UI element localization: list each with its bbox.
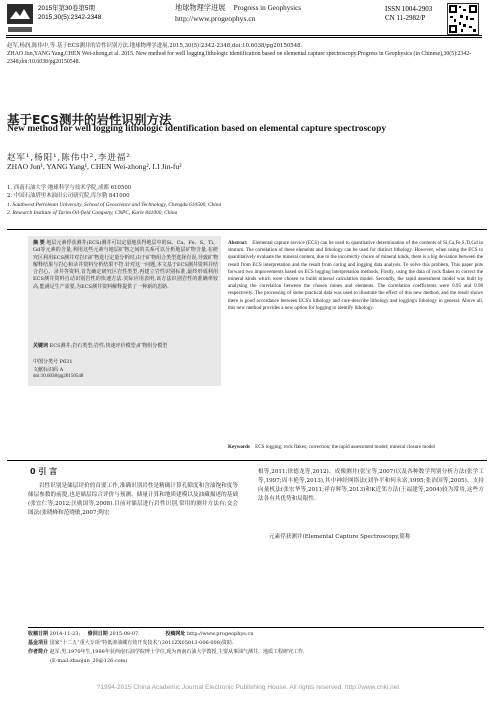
header-rule-thin — [6, 37, 482, 38]
section-rule — [7, 229, 487, 230]
author-text: 赵军,男,1970年生,1998年获西南石油学院博士学位,现为西南石油大学教授,主要从事油气测井、地质工程研究工作. — [49, 649, 305, 655]
title-en: New method for well logging lithologic identification based on elemental capture spectroscopy — [7, 124, 387, 134]
journal-title-en: Progress in Geophysics — [233, 4, 302, 12]
affiliation-2-cn: 2. 中国石油塔里木油田公司研究院,库尔勒 841000 — [7, 193, 130, 199]
header-rule — [6, 35, 482, 36]
footnote-author — [28, 649, 305, 656]
journal-url[interactable]: http://www.progeophys.cn — [175, 14, 256, 23]
affiliation-2-en: 2. Research Institute of Tarim Oil-field Company, CNPC, Kurle 841000, China — [7, 210, 178, 216]
citation-en: ZHAO Jun,YANG Yang,CHEN Wei-zhong,et al. 2015. New method for well logging lithologic identification based on elemental capture spectroscopy.Progress in Geophysics (in Chinese),30(5):2342-2348,doi:10.6038/pg20150548. — [7, 51, 472, 65]
fund-label: 基金项目 — [28, 640, 49, 646]
keywords-cn-label: 关键词 — [33, 343, 49, 349]
body-text-left: 岩性识别是储层评价的首要工作,准确识别岩性是精确计算孔隙度和含油饱和度等储层参数的前提,也是储层综合评价与预测、储量计算和地质建模以及油藏描述的基础(张宜仁等,2012;匡勋国等,2008).目前对储层进行岩性识别,常用的测井方法有:交会图法(张晓峰和范晓敏,2007;陶宏 — [28, 483, 238, 517]
received-date: 2014-11-23; — [49, 631, 81, 637]
revised-label: 修回日期 — [87, 631, 108, 637]
authors-en: ZHAO Jun¹, YANG Yang¹, CHEN Wei-zhong², LI Jin-fu² — [7, 162, 182, 171]
keywords-cn — [33, 343, 218, 350]
doi[interactable]: doi:10.6038/pg20150548 — [33, 374, 84, 379]
revised-date: 2015-08-07. — [109, 631, 140, 637]
abstract-en-text: Elemental capture service (ECS) can be used to quantitative determination of the contents of Si,Ca,Fe,S,Ti,Gd in stratum. The correlation of these elements and lithology can be used for distinct lithology. However, when using the ECS to quantitatively evaluate the mineral content, due to the incorrectly choice of mineral kinds, there is a big deviation between the result from ECS interpretation and the result from coring and logging data analysis. To solve this problem, This paper puts forward two improvements based on ECS logging interpretation methods. Firstly, using the data of rock flakes to correct the mineral kinds which were chosen to build mineral calculation model. Secondly, the rapid assessment model was built by analysing the correlation between the chosen mines and elements. The correlation coefficients were 0.95 and 0.98 respectively. The processing of some practical data was used to illustrate the effect of this new method, and the result shows there is good accordance between ECS's lithology and core-describe lithology and logging's lithology in general. Above all, this new method provides a new option for logging to identify lithology. — [228, 240, 483, 311]
fund-text: 国家“十二五”重大专项“特低渗油藏有效开发技术”(2011ZX05013-006-008)资助. — [49, 640, 234, 646]
journal-title-cn: 地球物理学进展 — [175, 3, 226, 12]
header-volume: 2015年第30卷第5期 — [38, 5, 95, 12]
abstract-cn — [33, 240, 218, 291]
abstract-en — [228, 240, 483, 312]
title-cn: 基于ECS测井的岩性识别方法 — [7, 112, 172, 127]
affiliation-1-en: 1. Southwest Petroleum University, School of Geoscience and Technology, Chengdu 610500, China — [7, 202, 222, 208]
author-email[interactable]: (E-mail:zhaojun_20@126.com) — [50, 658, 128, 664]
author-label: 作者简介 — [28, 649, 49, 655]
citation-cn: 赵军,杨润,陈伟中,等.基于ECS测井的岩性识别方法.地球物理学进展,2015,30(5):2342-2348,doi:10.6038/pg20150548. — [7, 43, 303, 49]
header-pages: 2015,30(5):2342-2348 — [38, 14, 102, 21]
keywords-cn-text: ECS测井;岩石类型;岩性;快速评价模型;矿物组分模型 — [49, 343, 168, 349]
qr-code-icon — [447, 3, 479, 35]
copyright-notice: ?1994-2015 China Academic Journal Electronic Publishing House. All rights reserved. http://www.cnki.net — [96, 684, 400, 691]
body-text-right-2: 元素俘获测井(Elemental Capture Spectroscopy,简称 — [269, 534, 411, 540]
authors-cn: 赵军¹,杨阳¹,陈伟中²,李进福² — [7, 153, 131, 163]
journal-logo — [6, 3, 34, 35]
submit-label: 投稿网址 — [165, 631, 186, 637]
journal-title — [175, 4, 301, 13]
footnote-dates — [28, 631, 253, 638]
clc-number: 中图分类号 P631 — [33, 359, 73, 365]
body-text-right: 根等,2011;徐德龙等,2012)、成像测井(张宝等,2007)以及各种数学判别分析方法(张学工等,1997;周丰艳等,2013),其中神经网络法(刘争平和何永富,1995;张治国等,2005)、支持向量机法(张宏华等,2011;祥存辉等,2013)和K近邻方法(王福建等,2004)较为常用,这些方法各有其优势和局限性. — [258, 469, 484, 503]
footnote-fund — [28, 640, 233, 647]
received-label: 收稿日期 — [28, 631, 49, 637]
cn-number: CN 11-2982/P — [385, 14, 426, 22]
abstract-en-label: Abstract — [228, 240, 247, 246]
keywords-en — [228, 444, 483, 451]
footnote-rule — [28, 627, 484, 628]
submit-url[interactable]: http://www.progeophys.cn — [186, 631, 254, 637]
keywords-en-text: ECS logging; rock flakes; correction; the rapid assessment model; mineral closure model — [255, 444, 435, 450]
section-rule-2 — [7, 460, 487, 461]
issn: ISSN 1004-2903 — [385, 5, 433, 13]
affiliation-1-cn: 1. 西南石油大学·地球科学与技术学院,成都 610500 — [7, 185, 132, 191]
section-heading: 0 引 言 — [30, 467, 58, 476]
abstract-cn-text: 地层元素俘获测井(ECS)测井可以定量地获得地层中的Si、Ca、Fe、S、Ti、Gd等元素的含量,利用这些元素与地层矿物之间的关系可以分析地层矿物含量.在研究区利用ECS测井对岩石矿物进行定量分析时,由于矿物组合类型选择有误,导致矿物解释结果与岩心和录井资料分析结果不符.针对这一问题,本文基于ECS测井资料并结合岩心、录井等资料,首先确定研究区岩性类型,再建立岩性识别标准,最终形成利用ECS测井资料自动识别岩性的快速方法.实际应用表明,该方法识别岩性的准确率较高,能满足生产需要,为ECS测井资料解释提供了一种新的思路. — [33, 240, 218, 290]
abstract-cn-label: 摘 要 — [33, 240, 45, 246]
keywords-en-label: Keywords — [228, 444, 250, 450]
document-code: 文献标识码 A — [33, 367, 64, 373]
